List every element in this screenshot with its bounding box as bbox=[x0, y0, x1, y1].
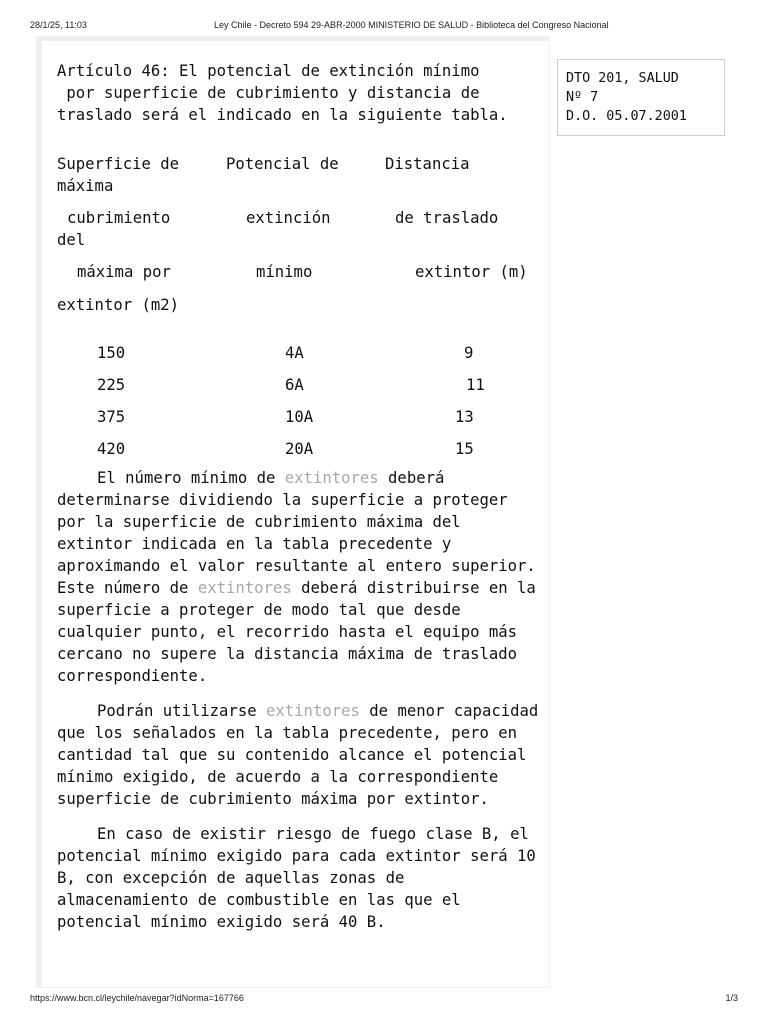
header-col3-line3: extintor (m) bbox=[415, 263, 528, 281]
table-header-row-2 bbox=[57, 207, 541, 251]
paragraph-2-text-b: de menor capacidad que los señalados en la tabla precedente, pero en cantidad tal que su contenido alcance el potencial mínimo exigido, de acuerdo a la correspondiente superficie de cubrimiento máxima por extintor. bbox=[57, 702, 548, 808]
paragraph-1-text-b: deberá determinarse dividiendo la superficie a proteger por la superficie de cubrimiento máxima del extintor indicada en la tabla precedente y aproximando el valor resultante al entero superior. Este número de bbox=[57, 469, 546, 597]
print-page-title: Ley Chile - Decreto 594 29-ABR-2000 MINISTERIO DE SALUD - Biblioteca del Congreso Nacional bbox=[214, 20, 609, 30]
table-header-row-4 bbox=[57, 294, 541, 316]
header-col2-line3: mínimo bbox=[256, 263, 313, 281]
print-url: https://www.bcn.cl/leychile/navegar?idNorma=167766 bbox=[30, 993, 244, 1003]
header-col2-line1: Potencial de bbox=[226, 155, 339, 173]
paragraph-1-text-c: deberá distribuirse en la superficie a proteger de modo tal que desde cualquier punto, el recorrido hasta el equipo más cercano no supere la distancia máxima de traslado correspondiente. bbox=[57, 579, 546, 685]
paragraph-3: En caso de existir riesgo de fuego clase B, el potencial mínimo exigido para cada extintor será 10 B, con excepción de aquellas zonas de almacenamiento de combustible en las que el potencial mínimo exigido será 40 B. bbox=[57, 825, 546, 931]
cell-surface: 225 bbox=[97, 376, 126, 394]
cell-potential: 6A bbox=[285, 376, 304, 394]
cell-potential: 4A bbox=[285, 344, 304, 362]
article-body bbox=[57, 60, 548, 933]
cell-surface: 420 bbox=[97, 440, 126, 458]
table-row bbox=[57, 438, 541, 470]
article-title-line-3: traslado será el indicado en la siguiente tabla. bbox=[57, 106, 508, 124]
extintores-link[interactable]: extintores bbox=[197, 579, 292, 597]
table-header-row-1 bbox=[57, 153, 541, 197]
cell-potential: 10A bbox=[285, 408, 314, 426]
note-line-3: D.O. 05.07.2001 bbox=[566, 109, 687, 124]
header-col1-line2b: del bbox=[57, 231, 86, 249]
paragraph-1 bbox=[57, 467, 546, 687]
table-row bbox=[57, 406, 541, 438]
article-title-line-2: por superficie de cubrimiento y distancia de bbox=[57, 84, 480, 102]
header-col2-line2: extinción bbox=[246, 209, 331, 227]
header-col1-line2: cubrimiento bbox=[67, 209, 171, 227]
table-row bbox=[57, 342, 541, 374]
header-col1-line4: extintor (m2) bbox=[57, 296, 180, 314]
note-line-2: Nº 7 bbox=[566, 90, 599, 105]
cell-distance: 15 bbox=[455, 440, 474, 458]
cell-distance: 11 bbox=[466, 376, 485, 394]
header-col1-line1b: máxima bbox=[57, 177, 114, 195]
header-col3-line1: Distancia bbox=[385, 155, 470, 173]
modification-note bbox=[557, 59, 725, 136]
extintores-link[interactable]: extintores bbox=[284, 469, 379, 487]
paragraph-2-text-a: Podrán utilizarse bbox=[97, 702, 266, 720]
cell-distance: 9 bbox=[464, 344, 474, 362]
article-title bbox=[57, 60, 541, 126]
cell-distance: 13 bbox=[455, 408, 474, 426]
extinguisher-table bbox=[57, 342, 541, 470]
table-row bbox=[57, 374, 541, 406]
cell-surface: 375 bbox=[97, 408, 126, 426]
page-number: 1/3 bbox=[725, 993, 738, 1003]
table-header-row-3 bbox=[57, 261, 541, 283]
header-col1-line1: Superficie de bbox=[57, 155, 180, 173]
print-timestamp: 28/1/25, 11:03 bbox=[30, 20, 87, 30]
paragraph-1-text-a: El número mínimo de bbox=[97, 469, 285, 487]
extintores-link[interactable]: extintores bbox=[266, 702, 360, 720]
cell-potential: 20A bbox=[285, 440, 314, 458]
header-col3-line2: de traslado bbox=[395, 209, 499, 227]
paragraph-2 bbox=[57, 700, 548, 810]
cell-surface: 150 bbox=[97, 344, 126, 362]
header-col1-line3: máxima por bbox=[77, 263, 171, 281]
article-title-line-1: Artículo 46: El potencial de extinción mínimo bbox=[57, 62, 480, 80]
note-line-1: DTO 201, SALUD bbox=[566, 71, 679, 86]
table-header bbox=[57, 153, 541, 316]
